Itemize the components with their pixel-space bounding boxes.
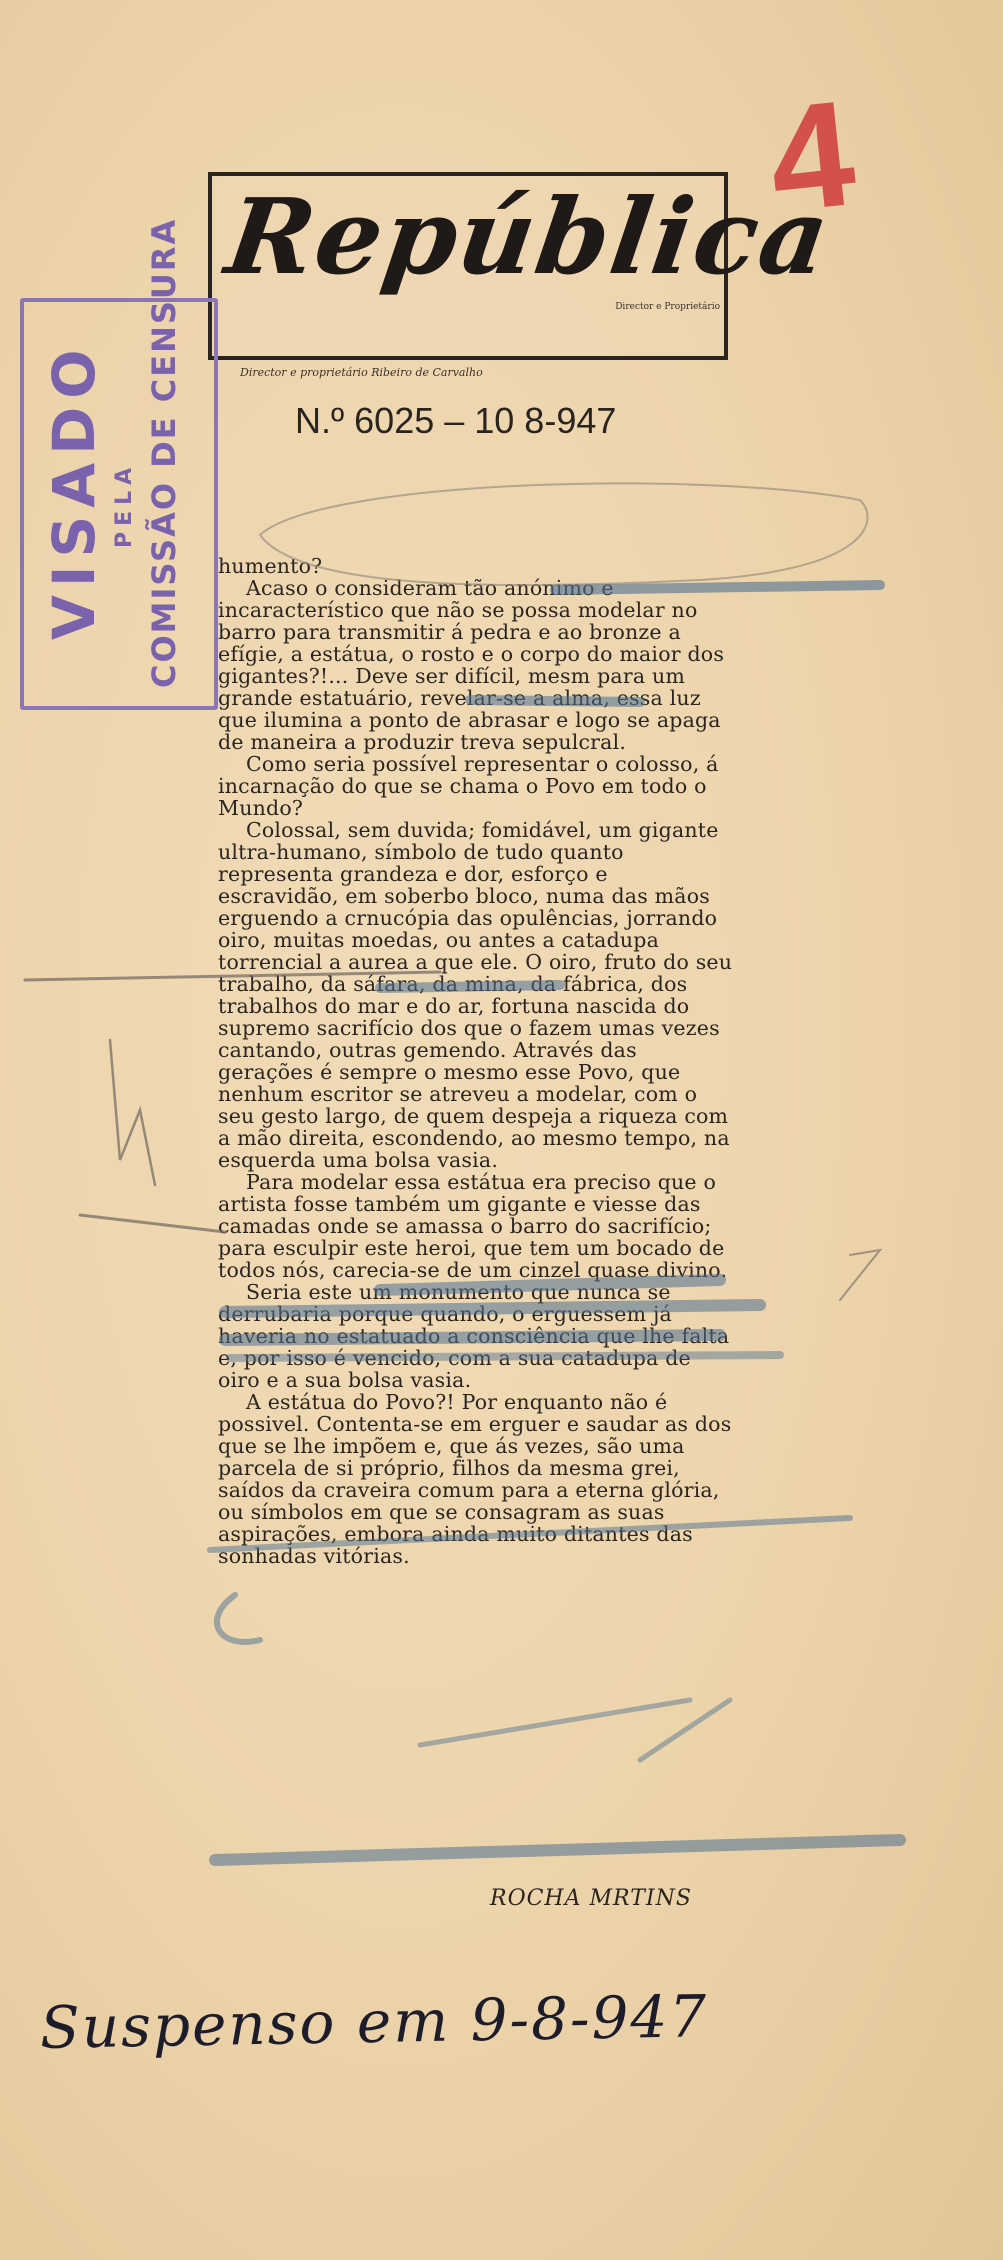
censor-strike [555, 585, 880, 590]
censor-strike [420, 1700, 690, 1745]
stamp-text-comissao: COMISSÃO DE CENSURA [145, 217, 183, 688]
article-paragraph: Para modelar essa estátua era preciso que o artista fosse também um gigante e viesse das camadas onde se amassa o barro do sacrifício; para esculpir este heroi, que tem um bocado de todos nós, carecia-se de um cinzel quase divino. [218, 1170, 728, 1282]
handwritten-note: Suspenso em 9-8-947 [39, 1982, 709, 2062]
censor-strike [380, 1280, 720, 1290]
article-paragraph: Como seria possível representar o colosso, á incarnação do que se chama o Povo em todo o Mundo? [218, 752, 719, 820]
stamp-text-pela: PELA [112, 461, 137, 548]
censor-strike [215, 1840, 900, 1860]
article-paragraph: A estátua do Povo?! Por enquanto não é possivel. Contenta-se em erguer e saudar as dos que se lhe impõem e, que ás vezes, são uma parcela de si próprio, filhos da mesma grei, saídos da craveira comum para a eterna glória, ou símbolos em que se consagram as suas aspirações, embora ainda muito ditantes das sonhadas vitórias. [218, 1390, 732, 1568]
article-paragraph: Colossal, sem duvida; fomidável, um gigante ultra-humano, símbolo de tudo quanto representa grandeza e dor, esforço e escravidão, em soberbo bloco, numa das mãos erguendo a crnucópia das opulências, jorrando oiro, muitas moedas, ou antes a catadupa torrencial a aurea a que ele. O oiro, fruto do seu trabalho, da sáfara, da mina, da fábrica, dos trabalhos do mar e do ar, fortuna nascida do supremo sacrifício dos que o fazem umas vezes cantando, outras gemendo. Através das gerações é sempre o mesmo esse Povo, que nenhum escritor se atreveu a modelar, com o seu gesto largo, de quem despeja a riqueza com a mão direita, escondendo, ao mesmo tempo, na esquerda uma bolsa vasia. [218, 818, 733, 1172]
article-paragraph: Seria este um monumento que nunca se derrubaria porque quando, o erguessem já haveria no estatuado a consciência que lhe falta e, por isso é vencido, com a sua catadupa de oiro e a sua bolsa vasia. [218, 1280, 730, 1392]
censor-strike [225, 1305, 760, 1312]
article-author: ROCHA MRTINS [490, 1886, 692, 1911]
censor-strike [380, 985, 560, 988]
pencil-line [110, 1040, 155, 1185]
edition-number: N.º 6025 – 10 8-947 [295, 400, 617, 441]
censor-strike [230, 1355, 780, 1358]
pencil-line [840, 1250, 880, 1300]
censor-strike [225, 1335, 720, 1340]
article-paragraph: Acaso o consideram tão anónimo e incaracterístico que não se possa modelar no barro para transmitir á pedra e ao bronze a efígie, a estátua, o rosto e o corpo do maior dos gigantes?!... Deve ser difícil, mesm para um grande estatuário, revelar-se a alma, essa luz que ilumina a ponto de abrasar e logo se apaga de maneira a produzir treva sepulcral. [218, 576, 725, 754]
pencil-oval [260, 483, 867, 585]
masthead-tagline: Director e proprietário Ribeiro de Carvalho [240, 366, 483, 379]
censor-strike [640, 1700, 730, 1760]
masthead-subtitle: Director e Proprietário [615, 302, 720, 312]
pencil-line [80, 1215, 225, 1232]
stamp-text-visado: VISADO [40, 341, 108, 640]
pencil-line [25, 972, 440, 980]
red-pencil-annotation: 4 [761, 68, 862, 244]
article-paragraph: humento? [218, 554, 323, 578]
masthead-title: República [219, 175, 839, 298]
censor-strike [217, 1595, 260, 1642]
censor-strike [470, 700, 640, 702]
censor-strike [210, 1518, 850, 1550]
